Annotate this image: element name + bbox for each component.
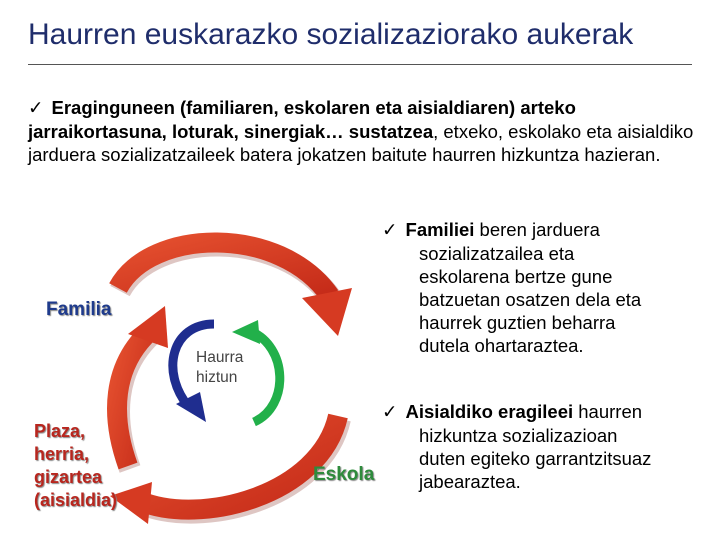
bullet-familiei: ✓ Familiei beren jarduera sozializatzailea eta eskolarena bertze gune batzuetan osatzen dela eta haurrek guztien beharra dutela ohartaraztea. <box>382 219 642 356</box>
checkmark-icon: ✓ <box>382 220 398 241</box>
label-eskola: Eskola <box>313 464 375 485</box>
intro-paragraph <box>28 96 708 166</box>
label-plaza: Plaza, herria, gizartea (aisialdia) <box>34 421 118 510</box>
intro-rest-text: , etxeko, eskolako eta aisialdiko jarduera sozializatzaileek batera jokatzen baitute haurren hizkuntza hazieran. <box>28 121 694 165</box>
intro-bold-text: Eraginguneen (familiaren, eskolaren eta aisialdiaren) arteko jarraikortasuna, loturak, sinergiak… sustatzea <box>28 97 576 142</box>
bullet-aisialdiko: ✓ Aisialdiko eragileei haurren hizkuntza sozializazioan duten egiteko garrantzitsuaz jabearaztea. <box>382 401 652 492</box>
page-title: Haurren euskarazko sozializaziorako aukerak <box>28 18 634 51</box>
label-familia: Familia <box>46 299 112 320</box>
label-haurra-hiztun: Haurra hiztun <box>196 349 244 386</box>
socialization-cycle-diagram <box>0 196 380 540</box>
inner-arrow-green-icon <box>250 331 280 422</box>
title-divider <box>28 64 692 65</box>
checkmark-icon: ✓ <box>28 98 44 119</box>
checkmark-icon: ✓ <box>382 402 398 423</box>
